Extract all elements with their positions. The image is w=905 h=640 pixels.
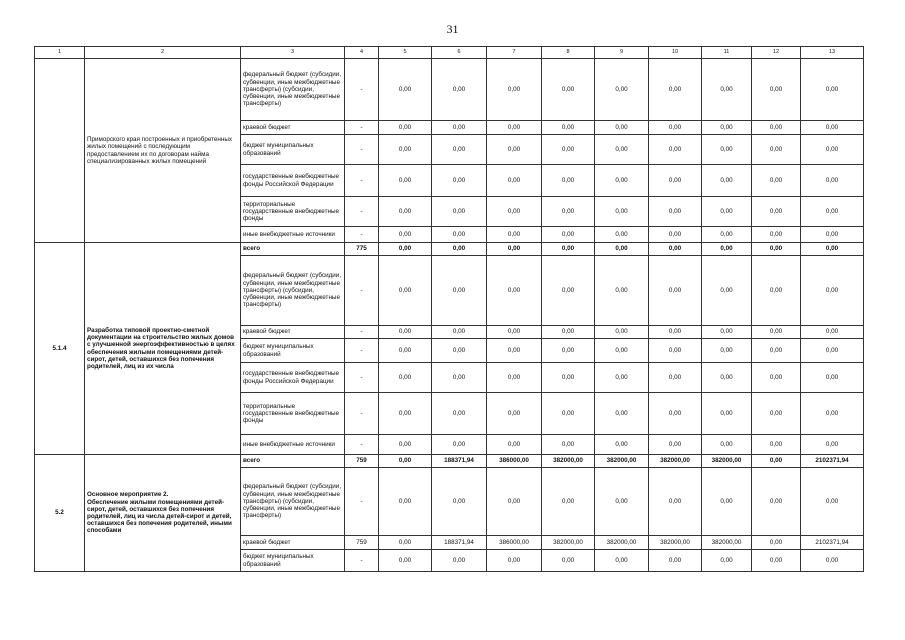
item-description-text: Обеспечение жилыми помещениями детей-сирот, детей, оставшихся без попечения родителей, лиц из числа детей-сирот и детей, оставшихся без попечения родителей, иными способами [87,498,232,535]
amount-cell: 0,00 [379,363,432,393]
column-header-6: 6 [432,47,487,59]
budget-code: 775 [345,243,379,256]
funding-source: бюджет муниципальных образований [241,339,345,363]
budget-code: - [345,326,379,339]
amount-cell: 0,00 [752,468,801,536]
amount-cell: 0,00 [649,165,702,197]
amount-cell: 0,00 [432,197,487,227]
amount-cell: 0,00 [752,536,801,550]
amount-cell: 0,00 [487,59,542,121]
amount-cell: 0,00 [542,550,595,572]
amount-cell: 0,00 [542,339,595,363]
amount-cell: 0,00 [649,227,702,243]
funding-source: федеральный бюджет (субсидии, субвенции, иные межбюджетные трансферты) (субсидии, субвенции, иные межбюджетные трансферты) [241,256,345,326]
budget-code: - [345,165,379,197]
amount-cell: 0,00 [542,243,595,256]
amount-cell: 0,00 [595,197,649,227]
budget-code: 759 [345,536,379,550]
amount-cell: 0,00 [752,165,801,197]
funding-source: иные внебюджетные источники [241,435,345,455]
budget-code: - [345,339,379,363]
amount-cell: 0,00 [801,243,864,256]
amount-cell: 0,00 [487,339,542,363]
amount-cell: 0,00 [801,326,864,339]
amount-cell: 0,00 [542,468,595,536]
amount-cell: 0,00 [542,227,595,243]
column-header-8: 8 [542,47,595,59]
amount-cell: 0,00 [752,435,801,455]
amount-cell: 0,00 [379,550,432,572]
amount-cell: 0,00 [752,455,801,468]
amount-cell: 0,00 [702,243,752,256]
amount-cell: 0,00 [752,243,801,256]
amount-cell: 0,00 [595,363,649,393]
column-header-2: 2 [85,47,241,59]
column-header-4: 4 [345,47,379,59]
amount-cell: 0,00 [702,468,752,536]
item-code: 5.2 [35,455,85,572]
amount-cell: 188371,94 [432,455,487,468]
amount-cell: 0,00 [752,59,801,121]
amount-cell: 0,00 [487,256,542,326]
funding-source: территориальные государственные внебюджетные фонды [241,197,345,227]
amount-cell: 0,00 [801,550,864,572]
column-header-13: 13 [801,47,864,59]
funding-source: краевой бюджет [241,326,345,339]
amount-cell: 0,00 [649,135,702,165]
table-row [35,243,864,256]
amount-cell: 0,00 [432,339,487,363]
amount-cell: 0,00 [542,256,595,326]
amount-cell: 0,00 [595,339,649,363]
amount-cell: 382000,00 [595,455,649,468]
amount-cell: 0,00 [379,393,432,435]
column-number-row [35,47,864,59]
amount-cell: 0,00 [752,363,801,393]
amount-cell: 0,00 [702,339,752,363]
budget-code: - [345,197,379,227]
amount-cell: 0,00 [649,243,702,256]
column-header-11: 11 [702,47,752,59]
amount-cell: 0,00 [487,243,542,256]
amount-cell: 0,00 [542,393,595,435]
amount-cell: 0,00 [702,135,752,165]
budget-code: 759 [345,455,379,468]
amount-cell: 0,00 [432,121,487,135]
amount-cell: 0,00 [379,243,432,256]
amount-cell: 0,00 [487,435,542,455]
amount-cell: 0,00 [379,256,432,326]
amount-cell: 382000,00 [702,536,752,550]
amount-cell: 0,00 [752,393,801,435]
amount-cell: 0,00 [702,165,752,197]
table-row [35,455,864,468]
column-header-10: 10 [649,47,702,59]
funding-source: территориальные государственные внебюджетные фонды [241,393,345,435]
budget-code: - [345,256,379,326]
amount-cell: 0,00 [752,227,801,243]
budget-code: - [345,227,379,243]
amount-cell: 0,00 [702,393,752,435]
amount-cell: 0,00 [542,59,595,121]
budget-code: - [345,135,379,165]
amount-cell: 0,00 [649,326,702,339]
amount-cell: 0,00 [649,121,702,135]
amount-cell: 0,00 [595,393,649,435]
column-header-3: 3 [241,47,345,59]
item-description-text: Приморского края построенных и приобретенных жилых помещений с последующим предоставлением их по договорам найма специализированных жилых помещений [87,136,233,165]
amount-cell: 382000,00 [595,536,649,550]
amount-cell: 0,00 [752,256,801,326]
amount-cell: 0,00 [487,550,542,572]
amount-cell: 0,00 [649,393,702,435]
amount-cell: 0,00 [752,121,801,135]
amount-cell: 0,00 [595,135,649,165]
amount-cell: 0,00 [595,227,649,243]
amount-cell: 0,00 [432,135,487,165]
funding-source: бюджет муниципальных образований [241,550,345,572]
amount-cell: 0,00 [801,339,864,363]
amount-cell: 0,00 [649,339,702,363]
amount-cell: 0,00 [801,363,864,393]
budget-code: - [345,59,379,121]
amount-cell: 0,00 [542,165,595,197]
item-title: Основное мероприятие 2. [87,491,169,499]
amount-cell: 0,00 [649,550,702,572]
item-code [35,59,85,243]
funding-source: государственные внебюджетные фонды Российской Федерации [241,363,345,393]
amount-cell: 0,00 [432,165,487,197]
amount-cell: 0,00 [595,59,649,121]
amount-cell: 0,00 [487,121,542,135]
amount-cell: 0,00 [379,455,432,468]
amount-cell: 0,00 [432,256,487,326]
amount-cell: 0,00 [487,363,542,393]
amount-cell: 0,00 [752,197,801,227]
amount-cell: 0,00 [649,435,702,455]
amount-cell: 0,00 [379,121,432,135]
budget-table [34,46,864,572]
amount-cell: 0,00 [432,550,487,572]
amount-cell: 0,00 [752,135,801,165]
item-description [85,243,241,455]
budget-code: - [345,393,379,435]
amount-cell: 0,00 [595,435,649,455]
amount-cell: 0,00 [379,59,432,121]
amount-cell: 0,00 [379,197,432,227]
column-header-1: 1 [35,47,85,59]
amount-cell: 0,00 [487,135,542,165]
amount-cell: 0,00 [542,197,595,227]
amount-cell: 386000,00 [487,455,542,468]
amount-cell: 0,00 [487,326,542,339]
amount-cell: 0,00 [379,135,432,165]
amount-cell: 0,00 [702,59,752,121]
budget-code: - [345,363,379,393]
amount-cell: 0,00 [379,165,432,197]
amount-cell: 0,00 [432,227,487,243]
amount-cell: 0,00 [432,326,487,339]
funding-source: федеральный бюджет (субсидии, субвенции, иные межбюджетные трансферты) (субсидии, субвенции, иные межбюджетные трансферты) [241,59,345,121]
amount-cell: 0,00 [801,435,864,455]
amount-cell: 382000,00 [649,455,702,468]
amount-cell: 0,00 [542,435,595,455]
amount-cell: 0,00 [487,468,542,536]
column-header-7: 7 [487,47,542,59]
amount-cell: 0,00 [379,227,432,243]
amount-cell: 0,00 [432,59,487,121]
amount-cell: 0,00 [702,227,752,243]
amount-cell: 0,00 [542,363,595,393]
budget-code: - [345,550,379,572]
budget-code: - [345,435,379,455]
funding-source: краевой бюджет [241,536,345,550]
amount-cell: 0,00 [542,135,595,165]
amount-cell: 0,00 [801,59,864,121]
amount-cell: 0,00 [702,197,752,227]
amount-cell: 0,00 [379,326,432,339]
budget-code: - [345,468,379,536]
page-number: 31 [446,22,459,36]
amount-cell: 0,00 [595,121,649,135]
amount-cell: 0,00 [702,326,752,339]
amount-cell: 0,00 [801,256,864,326]
amount-cell: 0,00 [702,121,752,135]
amount-cell: 382000,00 [649,536,702,550]
funding-source: всего [241,243,345,256]
amount-cell: 0,00 [379,435,432,455]
amount-cell: 382000,00 [542,455,595,468]
funding-source: бюджет муниципальных образований [241,135,345,165]
amount-cell: 0,00 [702,550,752,572]
amount-cell: 0,00 [702,435,752,455]
amount-cell: 0,00 [379,536,432,550]
amount-cell: 0,00 [801,468,864,536]
amount-cell: 0,00 [649,197,702,227]
amount-cell: 188371,94 [432,536,487,550]
amount-cell: 0,00 [487,393,542,435]
amount-cell: 0,00 [595,256,649,326]
amount-cell: 0,00 [649,363,702,393]
amount-cell: 0,00 [801,121,864,135]
amount-cell: 0,00 [595,165,649,197]
funding-source: краевой бюджет [241,121,345,135]
amount-cell: 0,00 [752,550,801,572]
amount-cell: 382000,00 [702,455,752,468]
amount-cell: 0,00 [379,339,432,363]
amount-cell: 0,00 [801,393,864,435]
amount-cell: 2102371,94 [801,536,864,550]
amount-cell: 0,00 [432,468,487,536]
amount-cell: 0,00 [487,165,542,197]
amount-cell: 0,00 [595,468,649,536]
amount-cell: 0,00 [487,197,542,227]
amount-cell: 0,00 [595,550,649,572]
amount-cell: 0,00 [801,135,864,165]
item-description-text: Разработка типовой проектно-сметной документации на строительство жилых домов с улучшенной энергоэффективностью в целях обеспечения жилыми помещениями детей-сирот, детей, оставшихся без попечения родителей, лиц из их числа [87,326,235,370]
table-row [35,59,864,121]
amount-cell: 0,00 [432,243,487,256]
amount-cell: 386000,00 [487,536,542,550]
amount-cell: 0,00 [595,243,649,256]
amount-cell: 0,00 [432,435,487,455]
amount-cell: 382000,00 [542,536,595,550]
column-header-9: 9 [595,47,649,59]
amount-cell: 0,00 [432,393,487,435]
amount-cell: 0,00 [432,363,487,393]
amount-cell: 0,00 [542,121,595,135]
amount-cell: 2102371,94 [801,455,864,468]
item-code: 5.1.4 [35,243,85,455]
amount-cell: 0,00 [702,363,752,393]
item-description [85,455,241,572]
funding-source: федеральный бюджет (субсидии, субвенции, иные межбюджетные трансферты) (субсидии, субвенции, иные межбюджетные трансферты) [241,468,345,536]
amount-cell: 0,00 [702,256,752,326]
item-description [85,59,241,243]
funding-source: государственные внебюджетные фонды Российской Федерации [241,165,345,197]
amount-cell: 0,00 [752,326,801,339]
amount-cell: 0,00 [801,165,864,197]
amount-cell: 0,00 [752,339,801,363]
amount-cell: 0,00 [595,326,649,339]
amount-cell: 0,00 [801,197,864,227]
amount-cell: 0,00 [801,227,864,243]
column-header-5: 5 [379,47,432,59]
amount-cell: 0,00 [649,256,702,326]
amount-cell: 0,00 [379,468,432,536]
column-header-12: 12 [752,47,801,59]
amount-cell: 0,00 [487,227,542,243]
funding-source: всего [241,455,345,468]
amount-cell: 0,00 [649,468,702,536]
funding-source: иные внебюджетные источники [241,227,345,243]
amount-cell: 0,00 [542,326,595,339]
budget-code: - [345,121,379,135]
amount-cell: 0,00 [649,59,702,121]
